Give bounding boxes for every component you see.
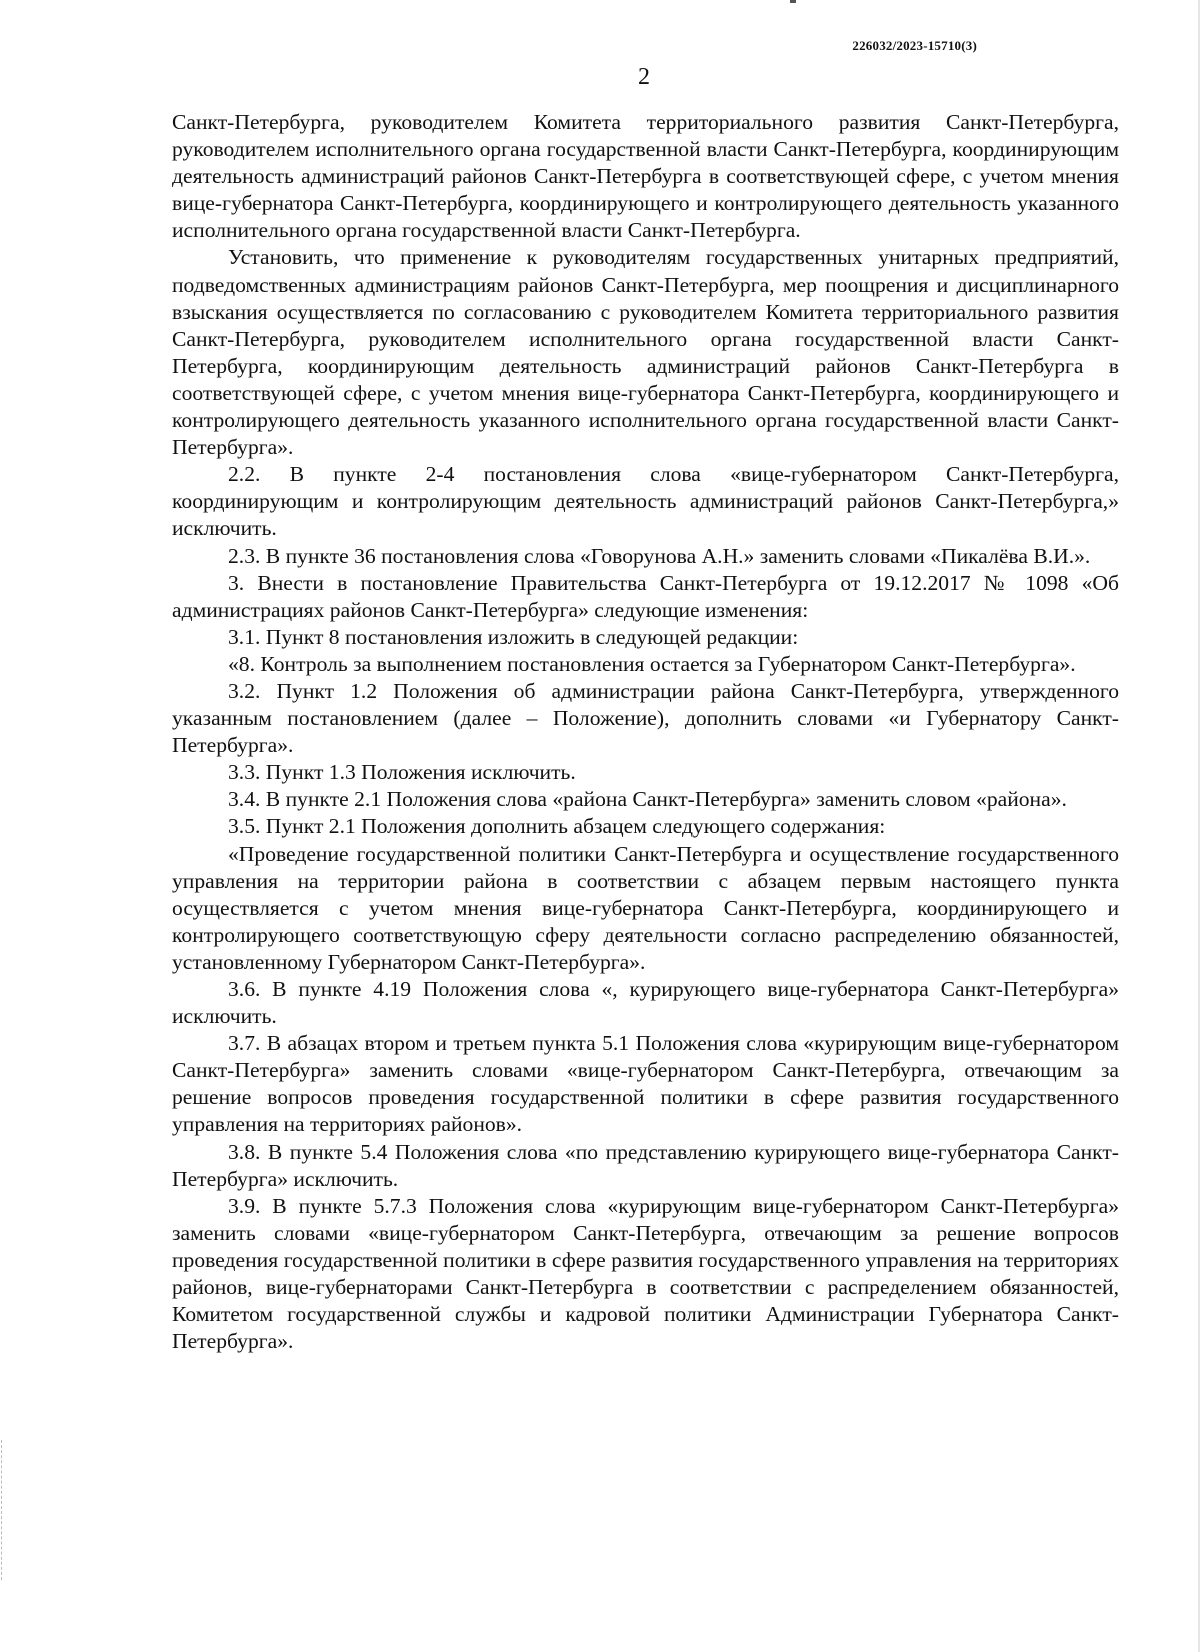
scan-artifact-left-edge (1, 1440, 3, 1580)
paragraph-quote-policy: «Проведение государственной политики Санкт-Петербурга и осуществление государственного управления на территории района в соответствии с абзацем первым настоящего пункта осуществляется с учетом мнения вице-губернатора Санкт-Петербурга, координирующего и контролирующего соответствующую сферу деятельности согласно распределению обязанностей, установленному Губернатором Санкт-Петербурга». (172, 841, 1119, 974)
document-body (172, 109, 1119, 1355)
document-registration-number: 226032/2023-15710(3) (852, 38, 977, 53)
paragraph-3-4: 3.4. В пункте 2.1 Положения слова «района Санкт-Петербурга» заменить словом «района». (228, 787, 1067, 812)
scan-artifact-top (790, 0, 796, 3)
paragraph-3-5: 3.5. Пункт 2.1 Положения дополнить абзацем следующего содержания: (228, 814, 886, 839)
paragraph-3: 3. Внести в постановление Правительства Санкт-Петербурга от 19.12.2017 № 1098 «Об администрациях районов Санкт-Петербурга» следующие изменения: (172, 570, 1119, 622)
paragraph: Установить, что применение к руководителям государственных унитарных предприятий, подведомственных администрациям районов Санкт-Петербурга, мер поощрения и дисциплинарного взыскания осуществляется по согласованию с руководителем Комитета территориального развития Санкт-Петербурга, руководителем исполнительного органа государственной власти Санкт-Петербурга, координирующим деятельность администраций районов Санкт-Петербурга в соответствующей сфере, с учетом мнения вице-губернатора Санкт-Петербурга, координирующего и контролирующего деятельность указанного исполнительного органа государственной власти Санкт-Петербурга». (172, 245, 1119, 460)
paragraph-3-1: 3.1. Пункт 8 постановления изложить в следующей редакции: (228, 624, 799, 649)
paragraph-2-3: 2.3. В пункте 36 постановления слова «Говорунова А.Н.» заменить словами «Пикалёва В.И.». (228, 543, 1091, 568)
paragraph-2-2: 2.2. В пункте 2-4 постановления слова «вице-губернатором Санкт-Петербурга, координирующим и контролирующим деятельность администраций районов Санкт-Петербурга,» исключить. (172, 462, 1119, 541)
paragraph: Санкт-Петербурга, руководителем Комитета территориального развития Санкт-Петербурга, руководителем исполнительного органа государственной власти Санкт-Петербурга, координирующим деятельность администраций районов Санкт-Петербурга в соответствующей сфере, с учетом мнения вице-губернатора Санкт-Петербурга, координирующего и контролирующего деятельность указанного исполнительного органа государственной власти Санкт-Петербурга. (172, 110, 1119, 243)
page-number: 2 (638, 64, 650, 90)
paragraph-3-9: 3.9. В пункте 5.7.3 Положения слова «курирующим вице-губернатором Санкт-Петербурга» заменить словами «вице-губернатором Санкт-Петербурга, отвечающим за решение вопросов проведения государственной политики в сфере развития государственного управления на территориях районов, вице-губернаторами Санкт-Петербурга в соответствии с распределением обязанностей, Комитетом государственной службы и кадровой политики Администрации Губернатора Санкт-Петербурга». (172, 1193, 1119, 1354)
paragraph-3-8: 3.8. В пункте 5.4 Положения слова «по представлению курирующего вице-губернатора Санкт-Петербурга» исключить. (172, 1139, 1119, 1191)
paragraph-quote-8: «8. Контроль за выполнением постановления остается за Губернатором Санкт-Петербурга». (228, 651, 1076, 676)
paragraph-3-6: 3.6. В пункте 4.19 Положения слова «, курирующего вице-губернатора Санкт-Петербурга» исключить. (172, 977, 1119, 1029)
paragraph-3-7: 3.7. В абзацах втором и третьем пункта 5.1 Положения слова «курирующим вице-губернатором Санкт-Петербурга» заменить словами «вице-губернатором Санкт-Петербурга, отвечающим за решение вопросов проведения государственной политики в сфере развития государственного управления на территориях районов». (172, 1031, 1119, 1137)
paragraph-3-2: 3.2. Пункт 1.2 Положения об администрации района Санкт-Петербурга, утвержденного указанным постановлением (далее – Положение), дополнить словами «и Губернатору Санкт-Петербурга». (172, 678, 1119, 758)
paragraph-3-3: 3.3. Пункт 1.3 Положения исключить. (228, 760, 576, 785)
